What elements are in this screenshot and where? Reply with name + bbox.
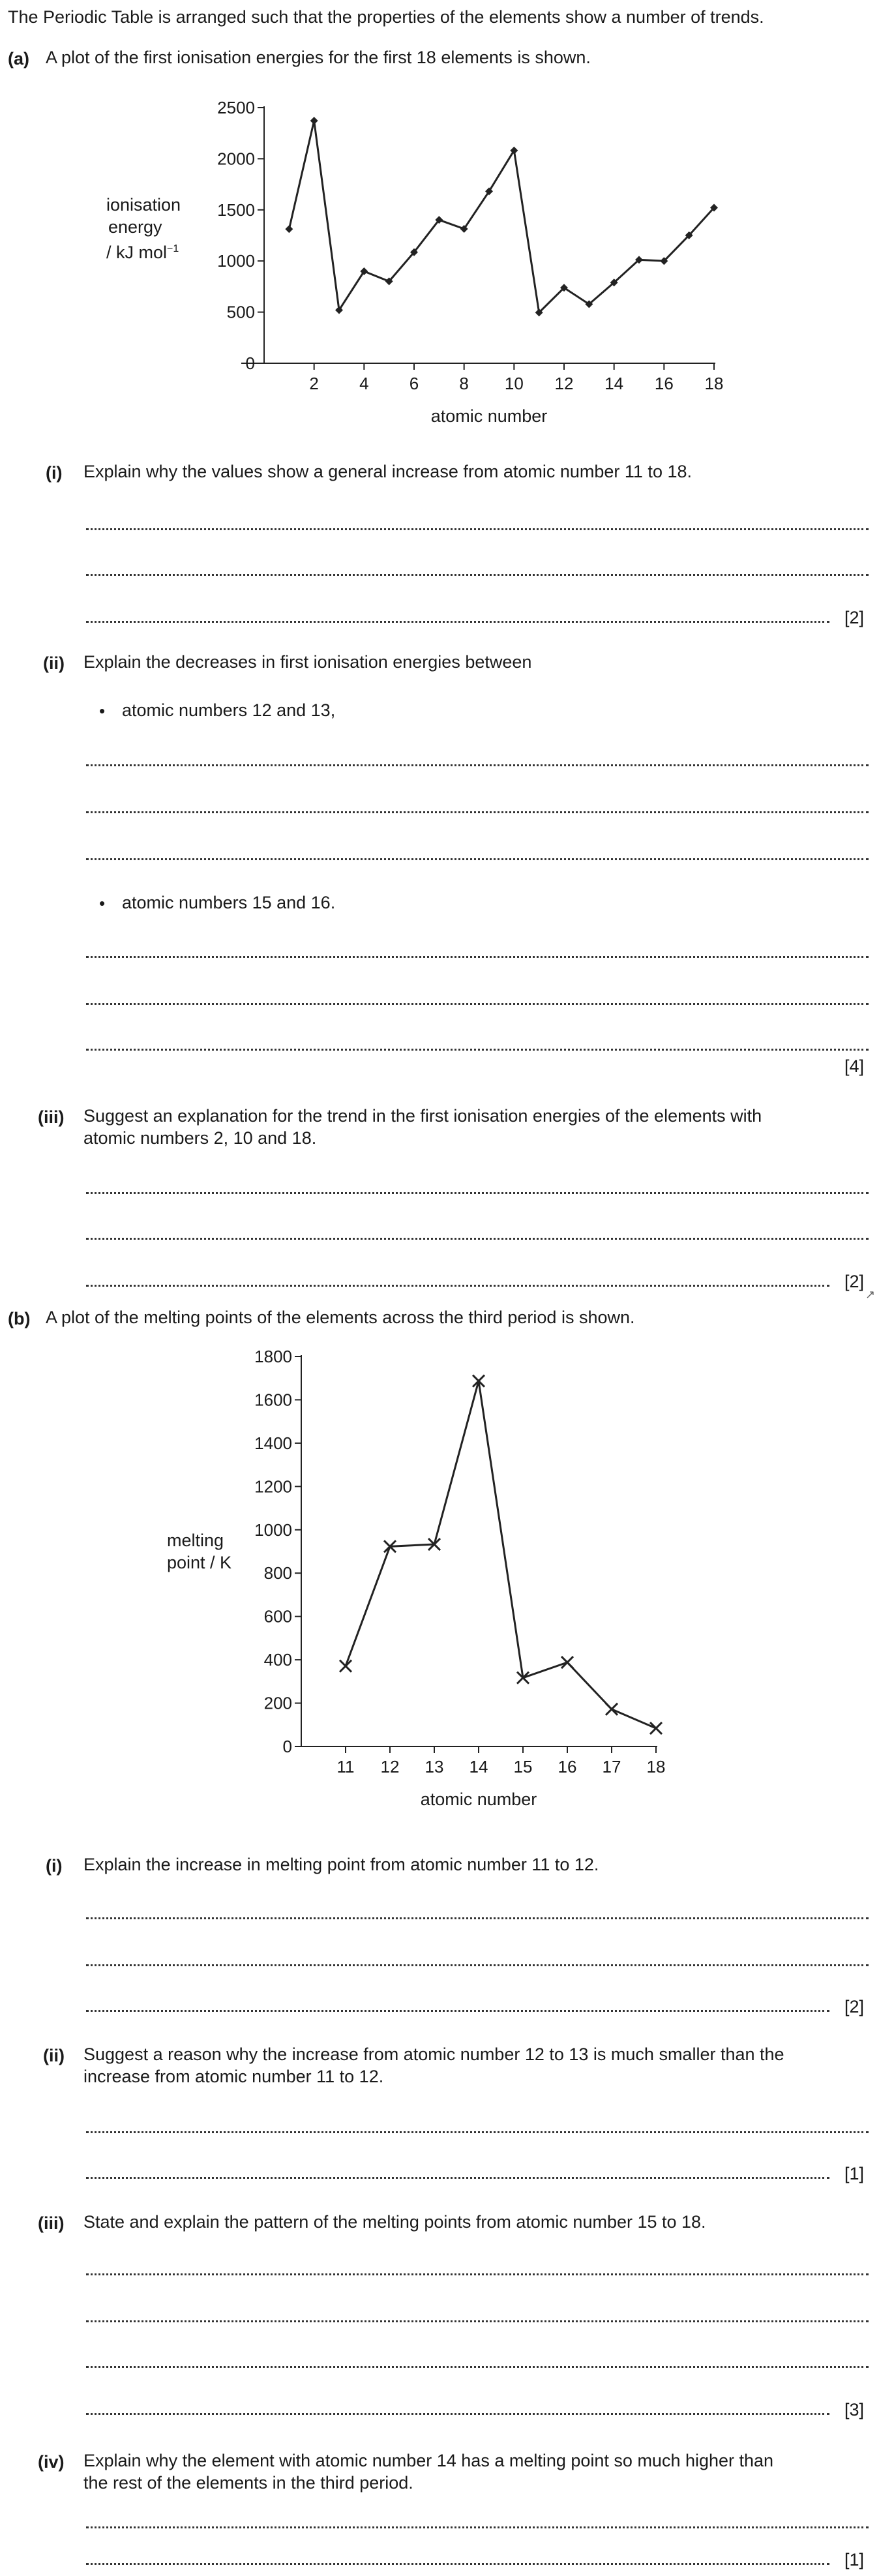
chart-b-ylabel-2: point / K: [167, 1553, 232, 1572]
chart-b-x-tick-label: 14: [469, 1757, 488, 1776]
page-corner-mark: ↗: [865, 1288, 876, 1301]
qb-i-text: Explain the increase in melting point from atomic number 11 to 12.: [83, 1855, 599, 1874]
qb-iv-text-1: Explain why the element with atomic number 14 has a melting point so much higher than: [83, 2451, 774, 2470]
qa-ii-label: (ii): [43, 653, 65, 673]
chart-b-series-line: [346, 1381, 656, 1729]
chart-a-x-tick-label: 6: [409, 374, 419, 393]
answer-line[interactable]: [86, 764, 869, 766]
chart-b-y-tick-label: 600: [263, 1606, 292, 1626]
answer-line[interactable]: [86, 811, 869, 813]
chart-b-data-point: [561, 1656, 573, 1668]
qb-ii-text-1: Suggest a reason why the increase from atomic number 12 to 13 is much smaller than the: [83, 2044, 784, 2064]
qb-ii-text-2: increase from atomic number 11 to 12.: [83, 2067, 384, 2086]
answer-line[interactable]: [86, 1285, 829, 1287]
chart-b-y-tick-label: 1800: [254, 1347, 292, 1366]
qb-ii-label: (ii): [43, 2046, 65, 2065]
chart-b-x-tick-label: 11: [336, 1757, 355, 1776]
qb-i-label: (i): [46, 1856, 63, 1876]
chart-b-x-axis-label: atomic number: [420, 1790, 537, 1809]
qb-iii-label: (iii): [38, 2213, 65, 2233]
qa-ii-bullet-1: atomic numbers 12 and 13,: [122, 700, 336, 720]
chart-b-data-point: [650, 1722, 662, 1734]
chart-a-x-tick-label: 18: [704, 374, 724, 393]
chart-b-ylabel-1: melting: [167, 1531, 224, 1550]
mark-allocation: [1]: [844, 2164, 865, 2183]
answer-line[interactable]: [86, 1917, 869, 1919]
answer-line[interactable]: [86, 574, 869, 576]
chart-b-x-tick-label: 15: [513, 1757, 533, 1776]
answer-line[interactable]: [86, 1003, 869, 1005]
qa-iii-label: (iii): [38, 1107, 65, 1127]
chart-a-y-tick-label: 1500: [217, 200, 255, 220]
mark-allocation: [4]: [844, 1056, 865, 1076]
part-b-label: (b): [8, 1309, 31, 1328]
chart-a-data-point: [310, 117, 318, 125]
answer-line[interactable]: [86, 621, 829, 623]
chart-b-data-point: [340, 1660, 351, 1672]
chart-b-x-tick-label: 18: [646, 1757, 666, 1776]
answer-line[interactable]: [86, 1238, 869, 1240]
chart-b-y-tick-label: 400: [263, 1650, 292, 1670]
qa-ii-bullet-2: atomic numbers 15 and 16.: [122, 893, 336, 912]
chart-a-x-tick-label: 4: [359, 374, 369, 393]
mark-allocation: [2]: [844, 608, 865, 627]
chart-a-y-tick-label: 2000: [217, 149, 255, 169]
chart-b-y-tick-label: 1600: [254, 1390, 292, 1410]
chart-a-ylabel-unit: / kJ mol: [106, 243, 168, 262]
chart-a-x-tick-label: 2: [309, 374, 319, 393]
chart-a-x-tick-label: 8: [459, 374, 469, 393]
answer-line[interactable]: [86, 2413, 829, 2415]
chart-b-y-tick-label: 1000: [254, 1520, 292, 1540]
qa-iii-text-1: Suggest an explanation for the trend in the first ionisation energies of the elements with: [83, 1106, 762, 1126]
chart-b-y-tick-label: 1400: [254, 1433, 292, 1453]
chart-a-x-tick-label: 10: [504, 374, 524, 393]
qa-ii-text: Explain the decreases in first ionisation energies between: [83, 652, 532, 672]
chart-a-y-tick-label: 2500: [217, 98, 255, 117]
answer-line[interactable]: [86, 858, 869, 860]
chart-a-y-tick-label: 1000: [217, 251, 255, 271]
answer-line[interactable]: [86, 956, 869, 958]
chart-a-ylabel-1: ionisation: [106, 195, 181, 215]
qb-iv-label: (iv): [38, 2452, 65, 2472]
qb-iv-text-2: the rest of the elements in the third period.: [83, 2473, 413, 2493]
answer-line[interactable]: [86, 2010, 829, 2012]
answer-line[interactable]: [86, 1964, 869, 1966]
chart-b-x-tick-label: 17: [602, 1757, 621, 1776]
chart-a-ylabel-sup: −1: [167, 243, 179, 254]
qb-iii-text: State and explain the pattern of the melting points from atomic number 15 to 18.: [83, 2212, 706, 2232]
answer-line[interactable]: [86, 2273, 869, 2275]
chart-a-y-tick-label: 0: [245, 353, 255, 373]
qa-i-label: (i): [46, 463, 63, 483]
chart-a-x-axis-label: atomic number: [430, 406, 548, 426]
part-b-text: A plot of the melting points of the elements across the third period is shown.: [46, 1308, 635, 1327]
mark-allocation: [2]: [844, 1997, 865, 2016]
chart-b-x-tick-label: 13: [425, 1757, 444, 1776]
answer-line[interactable]: [86, 1192, 869, 1194]
mark-allocation: [1]: [844, 2550, 865, 2569]
part-a-text: A plot of the first ionisation energies for the first 18 elements is shown.: [46, 48, 591, 67]
bullet-icon: •: [99, 893, 106, 913]
answer-line[interactable]: [86, 2366, 869, 2368]
chart-b-y-tick-label: 1200: [254, 1476, 292, 1497]
answer-line[interactable]: [86, 1049, 869, 1051]
chart-a-x-tick-label: 14: [604, 374, 624, 393]
mark-allocation: [3]: [844, 2400, 865, 2419]
chart-a-ylabel-2: energy: [108, 217, 162, 237]
qa-iii-text-2: atomic numbers 2, 10 and 18.: [83, 1128, 317, 1148]
answer-line[interactable]: [86, 528, 869, 530]
qa-i-text: Explain why the values show a general increase from atomic number 11 to 18.: [83, 462, 692, 481]
chart-b-x-tick-label: 16: [558, 1757, 577, 1776]
answer-line[interactable]: [86, 2526, 869, 2528]
intro-text: The Periodic Table is arranged such that the properties of the elements show a number of trends.: [8, 7, 764, 27]
chart-b-y-tick-label: 800: [263, 1563, 292, 1583]
chart-b-y-tick-label: 200: [263, 1693, 292, 1713]
answer-line[interactable]: [86, 2563, 829, 2565]
chart-b-x-tick-label: 12: [380, 1757, 400, 1776]
melting-point-chart: [0, 1337, 879, 1833]
chart-b-data-point: [606, 1703, 618, 1715]
chart-a-x-tick-label: 12: [554, 374, 574, 393]
chart-a-x-tick-label: 16: [654, 374, 674, 393]
answer-line[interactable]: [86, 2131, 869, 2133]
bullet-icon: •: [99, 701, 106, 721]
chart-b-y-tick-label: 0: [282, 1737, 292, 1756]
mark-allocation: [2]: [844, 1272, 865, 1291]
part-a-label: (a): [8, 49, 29, 68]
answer-line[interactable]: [86, 2177, 829, 2179]
chart-a-data-point: [285, 225, 293, 233]
chart-a-series-line: [289, 121, 714, 312]
answer-line[interactable]: [86, 2320, 869, 2322]
chart-a-y-tick-label: 500: [226, 302, 255, 322]
